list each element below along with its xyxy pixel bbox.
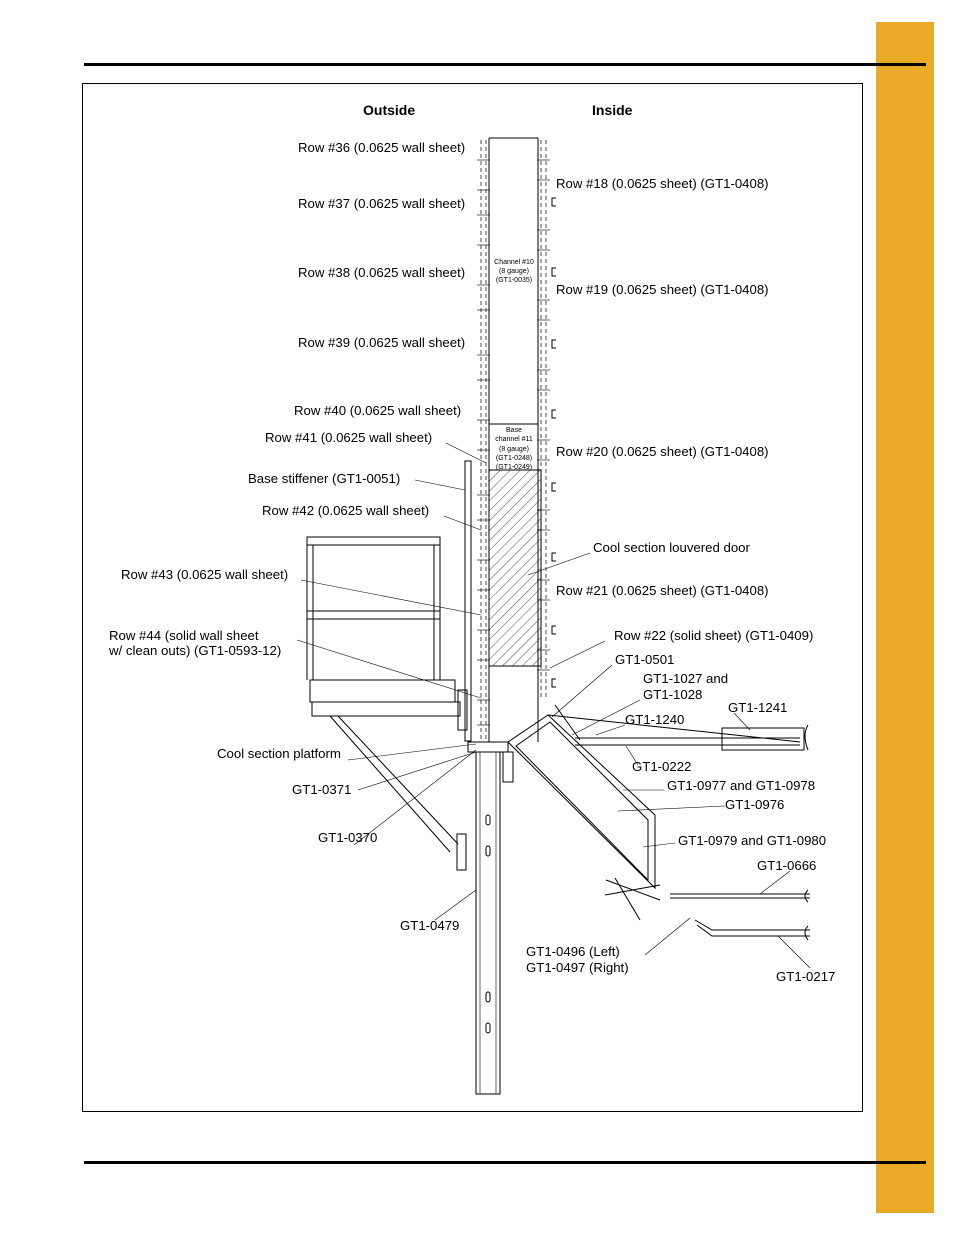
label-gt1-0371: GT1-0371: [292, 782, 352, 797]
label-row39: Row #39 (0.0625 wall sheet): [298, 335, 466, 350]
label-row20: Row #20 (0.0625 sheet) (GT1-0408): [556, 444, 769, 459]
outer-wall-sheets: [477, 140, 490, 742]
channel11-line5: (GT1-0249): [495, 464, 533, 471]
label-gt1-0370: GT1-0370: [318, 830, 378, 845]
label-row44-line2: w/ clean outs) (GT1-0593-12): [109, 643, 282, 658]
support-post: [468, 742, 513, 1094]
cool-section-platform: [307, 537, 467, 870]
label-gt1-1241: GT1-1241: [728, 700, 788, 715]
channel11-line2: channel #11: [495, 436, 533, 443]
label-row38: Row #38 (0.0625 wall sheet): [298, 265, 466, 280]
label-gt1-0976: GT1-0976: [725, 797, 785, 812]
inside-header: Inside: [592, 102, 633, 118]
outside-header: Outside: [363, 102, 416, 118]
label-gt1-0222: GT1-0222: [632, 759, 692, 774]
channel10-line2: (8 gauge): [499, 268, 529, 275]
label-row36: Row #36 (0.0625 wall sheet): [298, 140, 466, 155]
label-gt1-0666: GT1-0666: [757, 858, 817, 873]
label-row44-line1: Row #44 (solid wall sheet: [109, 628, 259, 643]
label-louvered-door: Cool section louvered door: [593, 540, 750, 555]
label-row19: Row #19 (0.0625 sheet) (GT1-0408): [556, 282, 769, 297]
sloped-hopper: [508, 705, 810, 940]
channel11-line1: Base: [506, 427, 522, 434]
label-row40: Row #40 (0.0625 wall sheet): [294, 403, 462, 418]
label-gt1-0479: GT1-0479: [400, 918, 460, 933]
label-gt1-0496: GT1-0496 (Left): [526, 944, 620, 959]
channel10-line3: (GT1-0035): [495, 277, 533, 284]
label-row41: Row #41 (0.0625 wall sheet): [265, 430, 433, 445]
label-gt1-0979: GT1-0979 and GT1-0980: [678, 833, 827, 848]
label-row37: Row #37 (0.0625 wall sheet): [298, 196, 466, 211]
label-gt1-0497: GT1-0497 (Right): [526, 960, 629, 975]
label-gt1-0501: GT1-0501: [615, 652, 675, 667]
label-gt1-0217: GT1-0217: [776, 969, 836, 984]
base-stiffener: [465, 461, 471, 741]
louvered-door: [489, 470, 541, 666]
label-row43: Row #43 (0.0625 wall sheet): [121, 567, 289, 582]
label-row18: Row #18 (0.0625 sheet) (GT1-0408): [556, 176, 769, 191]
label-cool-section-platform: Cool section platform: [217, 746, 341, 761]
label-base-stiffener: Base stiffener (GT1-0051): [248, 471, 401, 486]
label-gt1-0977: GT1-0977 and GT1-0978: [667, 778, 816, 793]
channel11-line4: (GT1-0248): [495, 455, 533, 462]
label-row22: Row #22 (solid sheet) (GT1-0409): [614, 628, 814, 643]
label-gt1-1027: GT1-1027 and: [643, 671, 729, 686]
label-row42: Row #42 (0.0625 wall sheet): [262, 503, 430, 518]
channel11-line3: (8 gauge): [499, 446, 529, 453]
label-gt1-1240: GT1-1240: [625, 712, 685, 727]
channel10-line1: Channel #10: [494, 259, 534, 266]
label-row21: Row #21 (0.0625 sheet) (GT1-0408): [556, 583, 769, 598]
label-gt1-1028: GT1-1028: [643, 687, 703, 702]
